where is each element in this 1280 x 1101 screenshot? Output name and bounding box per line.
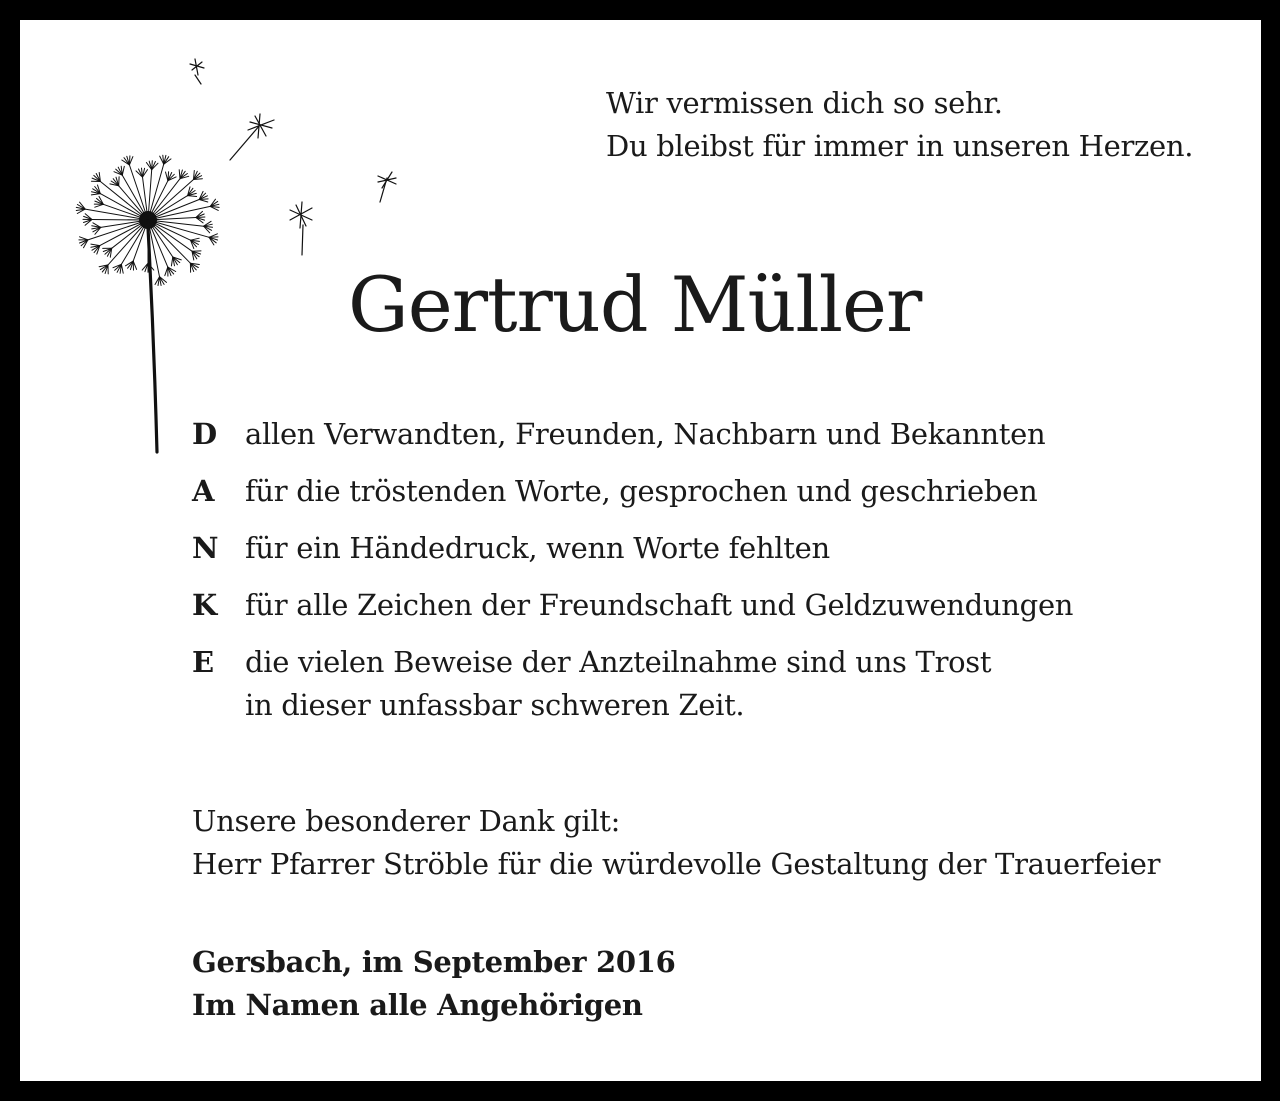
motto-line: Du bleibst für immer in unseren Herzen. xyxy=(606,129,1194,163)
acrostic-line: für alle Zeichen der Freundschaft und Geldzuwendungen xyxy=(245,588,1074,622)
dandelion-seed-icon xyxy=(190,59,204,84)
acrostic-row xyxy=(192,470,1212,513)
signoff-place-date: Gersbach, im September 2016 xyxy=(192,945,676,979)
dandelion-icon xyxy=(50,50,430,460)
motto-line: Wir vermissen dich so sehr. xyxy=(606,86,1003,120)
acrostic-letter: K xyxy=(192,588,217,622)
motto xyxy=(606,82,1193,168)
acrostic-line: die vielen Beweise der Anzteilnahme sind uns Trost xyxy=(245,645,992,679)
obituary-card xyxy=(20,20,1261,1081)
acrostic-line: für die tröstenden Worte, gesprochen und geschrieben xyxy=(245,474,1038,508)
dandelion-seed-icon xyxy=(378,172,396,202)
special-thanks-line: Unsere besonderer Dank gilt: xyxy=(192,804,621,838)
dandelion-seed-icon xyxy=(290,202,312,255)
acrostic-row xyxy=(192,527,1212,570)
acrostic-letter: E xyxy=(192,645,214,679)
signoff xyxy=(192,941,676,1027)
acrostic-text xyxy=(245,641,991,727)
acrostic-text xyxy=(245,470,1037,513)
acrostic-line: allen Verwandten, Freunden, Nachbarn und Bekannten xyxy=(245,417,1046,451)
acrostic-row xyxy=(192,641,1212,727)
special-thanks-line: Herr Pfarrer Ströble für die würdevolle Gestaltung der Trauerfeier xyxy=(192,847,1161,881)
acrostic-text xyxy=(245,584,1073,627)
acrostic-line: in dieser unfassbar schweren Zeit. xyxy=(245,688,745,722)
acrostic-text xyxy=(245,527,830,570)
dandelion-seed-icon xyxy=(230,114,274,160)
acrostic-letter: D xyxy=(192,417,217,451)
acrostic-row xyxy=(192,584,1212,627)
acrostic-line: für ein Händedruck, wenn Worte fehlten xyxy=(245,531,830,565)
danke-acrostic xyxy=(192,413,1212,741)
acrostic-letter: N xyxy=(192,531,219,565)
acrostic-letter: A xyxy=(192,474,215,508)
special-thanks xyxy=(192,800,1160,886)
acrostic-row xyxy=(192,413,1212,456)
acrostic-text xyxy=(245,413,1045,456)
signoff-family: Im Namen alle Angehörigen xyxy=(192,988,643,1022)
deceased-name: Gertrud Müller xyxy=(348,260,922,349)
